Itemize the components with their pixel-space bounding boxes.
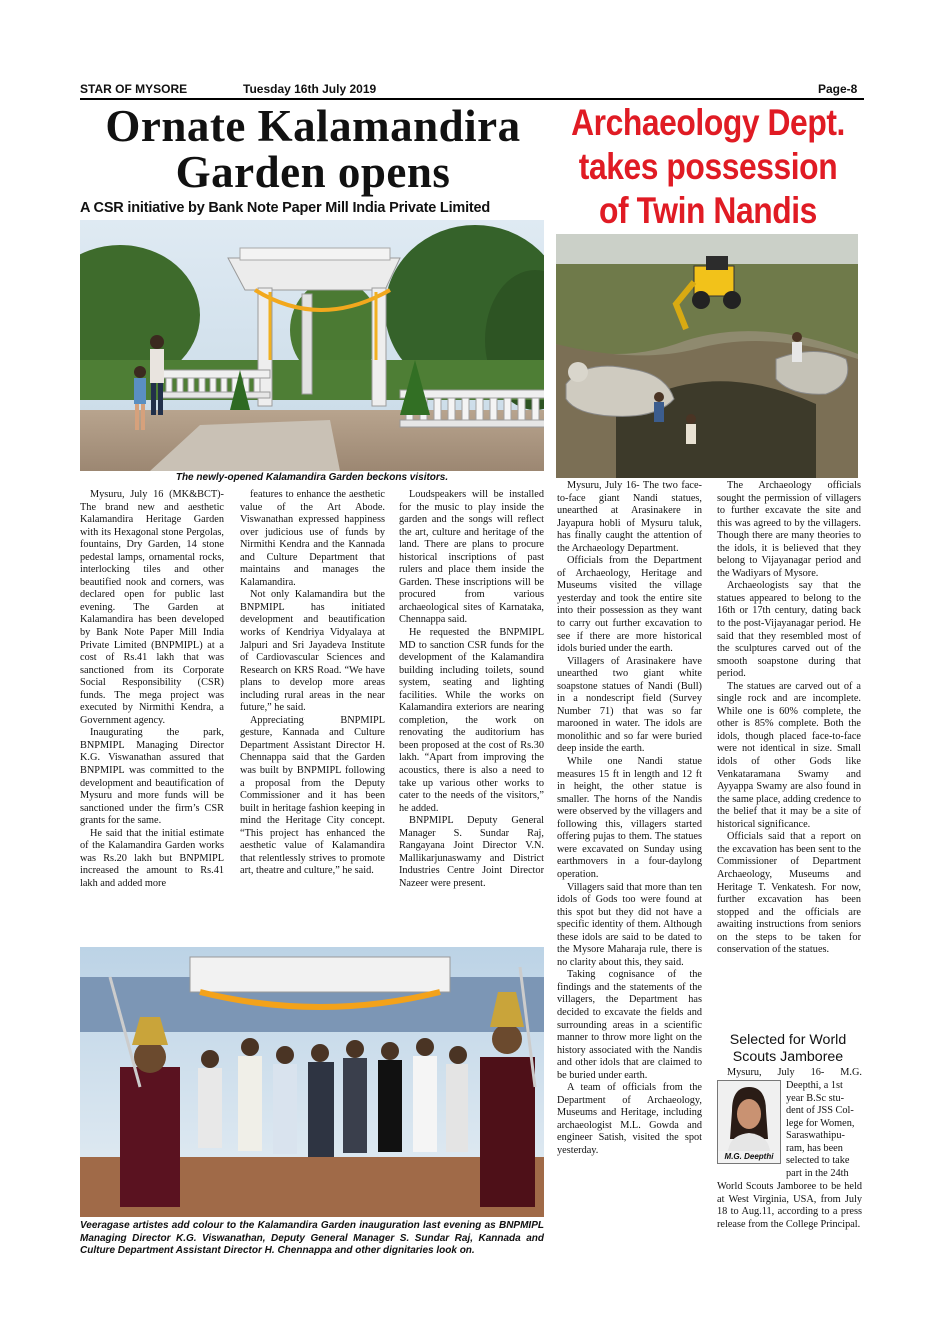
garden-pergola-photo	[80, 220, 544, 471]
deepthi-portrait	[717, 1080, 781, 1164]
story1-paragraph: features to enhance the aesthetic value of the Art Abode. Viswanathan expressed happiness over judicious use of funds by Nirmithi Kendra and the Kannada and Culture Department that maintains and manages the Kalamandira.	[240, 489, 385, 588]
story1-paragraph: Appreciating BNPMIPL gesture, Kannada and Culture Department Assistant Director H. Chennappa said that the Garden was built by BNPMIPL following a proposal from the Deputy Commissioner and it has been built in heritage fashion keeping in mind the Heritage City concept. “This project has enhanced the aesthetic value of Kalamandira that relentlessly strives to promote art, theatre and culture,” he said.	[240, 714, 385, 877]
story2-column-2	[717, 480, 861, 957]
story3-line: selected to take	[786, 1155, 850, 1167]
story1-paragraph: Not only Kalamandira but the BNPMIPL has initiated development and beautification works of Kendriya Vidyalaya at Jalpuri and Sri Jayadeva Institute of Cardiovascular Sciences and Research on KRS Road. “We have plans to develop more areas including rural areas in the near future,” he said.	[240, 589, 385, 714]
header-rule	[80, 98, 864, 100]
story3-line: Saraswathipu-	[786, 1130, 845, 1142]
story1-column-1	[80, 489, 224, 891]
lead-word: July	[777, 1067, 795, 1078]
garden-scene	[80, 220, 544, 471]
story2-paragraph: Mysuru, July 16- The two face-to-face giant Nandi statues, unearthed at Arasinakere in Jayapura hobli of Mysuru taluk, has finally caught the attention of the Archaeology Department.	[557, 480, 702, 554]
story2-column-1	[557, 480, 702, 1158]
story2-paragraph: Archaeologists say that the statues appeared to belong to the 16th or 17th century, dating back to the post-Vijayanagar period. He said that they resembled most of the sculptures carved out of the smooth soapstone during that period.	[717, 580, 861, 680]
story3-rest	[717, 1181, 862, 1231]
portrait-image	[718, 1081, 780, 1151]
lead-word: 16-	[810, 1067, 825, 1078]
story3-headline	[708, 1032, 868, 1066]
story2-paragraph: Villagers said that more than ten idols of Gods too were found at this spot but they did not have a specific identity of them. Although these idols are said to be dated to the Mysore Maharaja rule, there is no clarity about this, they said.	[557, 881, 702, 968]
story2-paragraph: While one Nandi statue measures 15 ft in length and 12 ft in height, the other statue is smaller. The horns of the Nandis were observed by the villagers and following this, villagers started offering pujas to them. The statues were excavated on Sunday using earthmovers in a four-daylong operation.	[557, 756, 702, 880]
veeragase-photo	[80, 947, 544, 1217]
story1-paragraph: Inaugurating the park, BNPMIPL Managing Director K.G. Viswanathan assured that BNPMIPL was committed to the development and beautification of Mysuru and more funds will be sanctioned under the firm’s CSR grants for the same.	[80, 727, 224, 827]
story2-paragraph: A team of officials from the Department of Archaeology, Museums and Heritage, including archaeologist M.L. Gowda and engineer Satish, visited the spot yesterday.	[557, 1082, 702, 1156]
excavation-photo	[556, 234, 858, 478]
story3-paragraph: World Scouts Jamboree to be held at West Virginia, USA, from July 18 to Aug.11, according to a press release from the College Principal.	[717, 1181, 862, 1230]
story2-paragraph: Officials from the Department of Archaeology, Heritage and Museums visited the village yesterday and took the entire site into their possession as they want to carry out further excavation to see if there are more historical idols buried under the earth.	[557, 555, 702, 655]
story1-paragraph: He said that the initial estimate of the Kalamandira Garden works was Rs.20 lakh but BNPMIPL increased the amount to Rs.41 lakh and added more	[80, 827, 224, 889]
garden-photo-caption: The newly-opened Kalamandira Garden beckons visitors.	[175, 472, 449, 483]
story2-headline-line2: takes possession	[578, 146, 838, 187]
story1-paragraph: Mysuru, July 16 (MK&BCT)- The brand new and aesthetic Kalamandira Heritage Garden with its Hexagonal stone Pergolas, fountains, Dry Garden, 14 stone pedestal lamps, ornamental rocks, interlocking tiles and other beautified nook and corners, was declared open for public last evening. The Garden at Kalamandira has been developed by Bank Note Paper Mill India Private Limited (BNPMIPL) at a cost of Rs.41 lakh that was sanctioned from its Corporate Social Responsibility (CSR) funds. The mega project was executed by Nirmithi Kendra, a Government agency.	[80, 489, 224, 726]
story2-paragraph: Villagers of Arasinakere have unearthed two giant white soapstone statues of Nandi (Bull) in a nondescript field (Survey Number 71) that was so far marooned in water. The idols are monolithic and so far were buried deep inside the earth.	[557, 655, 702, 755]
story2-paragraph: The statues are carved out of a single rock and are incomplete. While one is 60% complete, the other is 85% complete. Both the idols, though placed face-to-face were not identical in size. Small idols of other Gods like Venkataramana Swamy and Ayyappa Swamy are also found in the same place, adding credence to the belief that it may be a site of historical significance.	[717, 680, 861, 830]
story3-line: dent of JSS Col-	[786, 1105, 854, 1117]
publication-name: STAR OF MYSORE	[80, 82, 188, 96]
story1-subhead: A CSR initiative by Bank Note Paper Mill India Private Limited	[80, 200, 491, 216]
story3-headline-line1: Selected for World	[729, 1032, 847, 1048]
story3-line: ram, has been	[786, 1142, 843, 1154]
story2-paragraph: The Archaeology officials sought the permission of villagers to further excavate the site and this was agreed to by the villagers. Though there are many theories to the idols, it is believed that they belong to Vijayanagar period and the Wadiyars of Mysore.	[717, 480, 861, 579]
story1-column-2	[240, 489, 385, 878]
story1-column-3	[399, 489, 544, 891]
story2-headline	[570, 101, 845, 233]
story2-headline-line3: of Twin Nandis	[599, 190, 817, 231]
story3-headline-line2: Scouts Jamboree	[732, 1049, 844, 1065]
deepthi-photo-label: M.G. Deepthi	[724, 1152, 774, 1161]
story1-headline-line1: Ornate Kalamandira	[105, 101, 521, 151]
page-number: Page-8	[818, 82, 858, 96]
story2-paragraph: Officials said that a report on the excavation has been sent to the Commissioner of Department Archaeology, Museums and Heritage T. Venkatesh. For now, further excavation has been stopped and the officials are awaiting instructions from seniors on the steps to be taken for conservation of the statues.	[717, 831, 861, 956]
issue-date: Tuesday 16th July 2019	[243, 82, 377, 96]
lead-word: Mysuru,	[727, 1067, 762, 1078]
story3-line: lege for Women,	[786, 1117, 855, 1129]
lead-word: M.G.	[840, 1067, 862, 1078]
veeragase-photo-caption: Veeragase artistes add colour to the Kalamandira Garden inauguration last evening as BNPMIPL Managing Director K.G. Viswanathan, Deputy General Manager S. Sundar Raj, Kannada and Culture Department Assistant Director H. Chennappa and other dignitaries look on.	[80, 1220, 544, 1256]
story1-headline-line2: Garden opens	[175, 147, 451, 197]
story3-line: Deepthi, a 1st	[786, 1080, 843, 1091]
story1-paragraph: Loudspeakers will be installed for the music to play inside the garden and the songs will reflect the art, culture and heritage of the land. There are plans to procure historical inscriptions of past rulers and place them inside the Garden. These inscriptions will be procured from various archaeological sites of Karnataka, Chennappa said.	[399, 489, 544, 626]
story2-paragraph: Taking cognisance of the findings and the statements of the villagers, the Department has decided to excavate the fields and surrounding areas in a scientific manner to throw more light on the history associated with the Nandis and other idols that are claimed to be buried under earth.	[557, 969, 702, 1081]
story1-paragraph: He requested the BNPMIPL MD to sanction CSR funds for the development of the Kalamandira building including toilets, sound system, seating and lighting facilities. While the works on Kalamandira exteriors are nearing completion, the work on renovating the auditorium has been proposed at the cost of Rs.30 lakh. “Apart from improving the acoustics, there is also a need to take up various other works to cater to the needs of the visitors,” he added.	[399, 627, 544, 814]
story3-narrow-column	[783, 1080, 865, 1180]
story1-paragraph: BNPMIPL Deputy General Manager S. Sundar Raj, Rangayana Joint Director V.N. Mallikarjunaswamy and District Industries Centre Joint Director Nazeer were present.	[399, 815, 544, 889]
story3-line: part in the 24th	[786, 1167, 849, 1179]
story3-lead-line	[717, 1067, 862, 1080]
inauguration-scene	[80, 947, 544, 1217]
excavation-scene	[556, 234, 858, 478]
story3-line: year B.Sc stu-	[786, 1092, 845, 1104]
story3-lead	[717, 1067, 862, 1080]
story2-headline-line1: Archaeology Dept.	[571, 102, 845, 143]
story1-headline	[80, 103, 546, 195]
